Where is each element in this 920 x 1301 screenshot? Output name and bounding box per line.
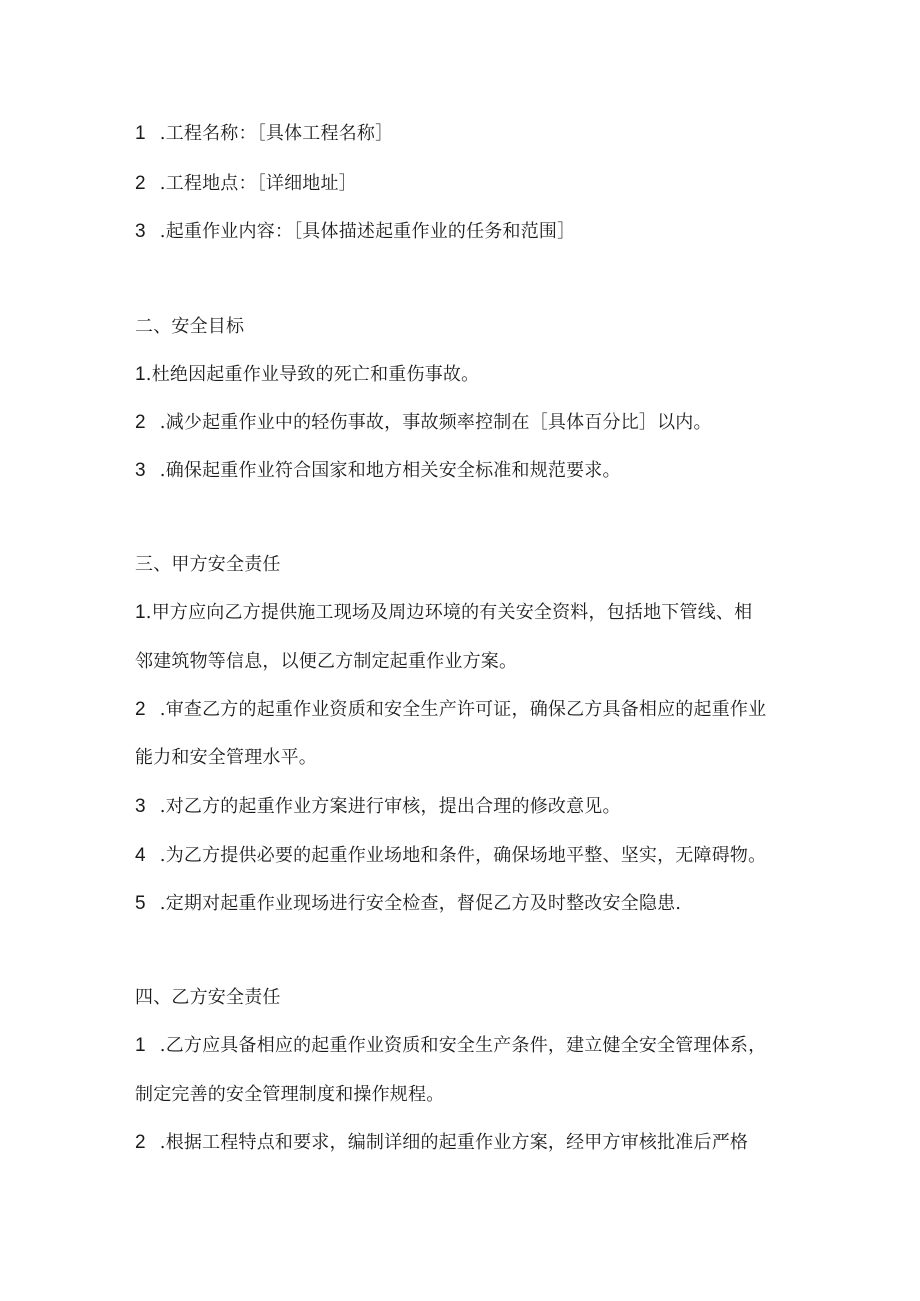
item-text: .减少起重作业中的轻伤事故，事故频率控制在［具体百分比］以内。 bbox=[159, 412, 712, 433]
list-item bbox=[135, 892, 785, 916]
item-number: 3 bbox=[135, 221, 146, 242]
list-item-continuation: 邻建筑物等信息，以便乙方制定起重作业方案。 bbox=[135, 651, 518, 672]
item-number: 2 bbox=[135, 412, 146, 433]
list-item bbox=[135, 844, 785, 868]
item-text: .工程名称：［具体工程名称］ bbox=[159, 123, 394, 144]
section-heading: 三、甲方安全责任 bbox=[135, 554, 281, 575]
item-number: 1 bbox=[135, 123, 146, 144]
list-item bbox=[135, 698, 785, 722]
section-heading: 四、乙方安全责任 bbox=[135, 987, 281, 1008]
item-text: .审查乙方的起重作业资质和安全生产许可证，确保乙方具备相应的起重作业 bbox=[159, 699, 767, 720]
list-item bbox=[135, 220, 785, 244]
list-item bbox=[135, 601, 785, 625]
item-number: 3 bbox=[135, 460, 146, 481]
list-item bbox=[135, 172, 785, 196]
item-number: 1 bbox=[135, 1035, 146, 1056]
item-number: 2 bbox=[135, 173, 146, 194]
item-text: .根据工程特点和要求，编制详细的起重作业方案，经甲方审核批准后严格 bbox=[159, 1132, 749, 1153]
list-item-continuation: 制定完善的安全管理制度和操作规程。 bbox=[135, 1084, 445, 1105]
item-text: .工程地点：［详细地址］ bbox=[159, 173, 357, 194]
item-text: .定期对起重作业现场进行安全检查，督促乙方及时整改安全隐患. bbox=[159, 893, 682, 914]
item-text: .乙方应具备相应的起重作业资质和安全生产条件，建立健全安全管理体系， bbox=[159, 1035, 767, 1056]
list-item bbox=[135, 122, 785, 146]
list-item bbox=[135, 363, 785, 387]
item-text: .起重作业内容：［具体描述起重作业的任务和范围］ bbox=[159, 221, 576, 242]
item-number: 1 bbox=[135, 602, 146, 623]
list-item bbox=[135, 1034, 785, 1058]
item-number: 4 bbox=[135, 845, 146, 866]
item-number: 5 bbox=[135, 893, 146, 914]
list-item bbox=[135, 795, 785, 819]
item-number: 1 bbox=[135, 364, 146, 385]
section-heading: 二、安全目标 bbox=[135, 316, 245, 337]
item-number: 2 bbox=[135, 1132, 146, 1153]
list-item bbox=[135, 459, 785, 483]
list-item-continuation: 能力和安全管理水平。 bbox=[135, 747, 317, 768]
list-item bbox=[135, 1131, 785, 1155]
list-item bbox=[135, 411, 785, 435]
item-text: .为乙方提供必要的起重作业场地和条件，确保场地平整、坚实，无障碍物。 bbox=[159, 845, 767, 866]
item-number: 3 bbox=[135, 796, 146, 817]
item-text: .杜绝因起重作业导致的死亡和重伤事故。 bbox=[145, 364, 480, 385]
item-text: .对乙方的起重作业方案进行审核，提出合理的修改意见。 bbox=[159, 796, 621, 817]
item-text: .确保起重作业符合国家和地方相关安全标准和规范要求。 bbox=[159, 460, 621, 481]
item-text: .甲方应向乙方提供施工现场及周边环境的有关安全资料，包括地下管线、相 bbox=[145, 602, 753, 623]
item-number: 2 bbox=[135, 699, 146, 720]
